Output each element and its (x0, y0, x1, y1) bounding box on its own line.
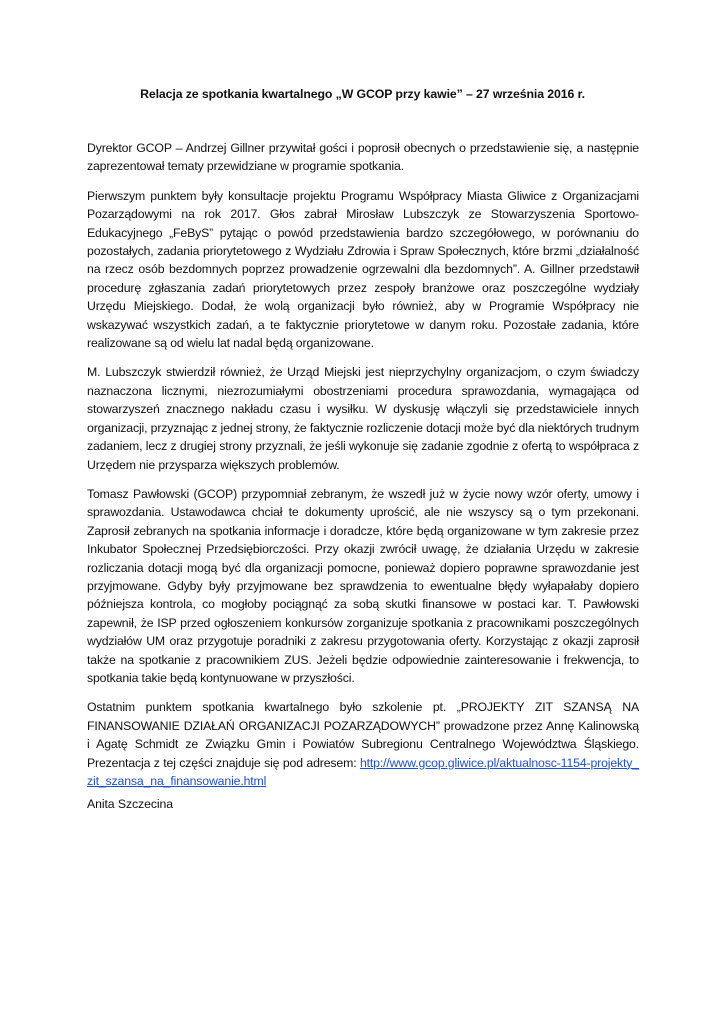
paragraph-3: M. Lubszczyk stwierdził również, że Urząd Miejski jest nieprzychylny organizacjom, o czym świadczy naznaczona licznymi, niezrozumiałymi obostrzeniami procedura sprawozdania, wymagająca od stowarzyszeń znacznego nakładu czasu i wysiłku. W dyskusję włączyli się przedstawiciele innych organizacji, przyznając z jednej strony, że faktycznie rozliczenie dotacji może być dla niektórych trudnym zadaniem, lecz z drugiej strony przyznali, że jeśli wykonuje się zadanie zgodnie z ofertą to współpraca z Urzędem nie przysparza większych problemów. (87, 365, 639, 472)
document-body (87, 139, 639, 790)
paragraph-1: Dyrektor GCOP – Andrzej Gillner przywitał gości i poprosił obecnych o przedstawienie się, a następnie zaprezentował tematy przewidziane w programie spotkania. (87, 141, 639, 174)
paragraph-4: Tomasz Pawłowski (GCOP) przypomniał zebranym, że wszedł już w życie nowy wzór oferty, umowy i sprawozdania. Ustawodawca chciał te dokumenty uprościć, ale nie wszyscy są o tym przekonani. Zaprosił zebranych na spotkania informacje i doradcze, które będą organizowane w tym zakresie przez Inkubator Społecznej Przedsiębiorczości. Przy okazji zwrócił uwagę, że działania Urzędu w zakresie rozliczania dotacji mogą być dla organizacji pomocne, ponieważ dopiero poprawne sprawozdanie jest przyjmowane. Gdyby były przyjmowane bez sprawdzenia to ewentualne błędy wyłapałaby dopiero późniejsza kontrola, co mogłoby pociągnąć za sobą skutki finansowe w postaci kar. T. Pawłowski zapewnił, że ISP przed ogłoszeniem konkursów zorganizuje spotkania z pracownikami poszczególnych wydziałów UM oraz przygotuje poradniki z zakresu przygotowania oferty. Korzystając z okazji zaprosił także na spotkanie z pracownikiem ZUS. Jeżeli będzie odpowiednie zainteresowanie i frekwencja, to spotkania takie będą kontynuowane w przyszłości. (87, 486, 639, 685)
presentation-link[interactable]: http://www.gcop.gliwice.pl/aktualnosc-1154-projekty_zit_szansa_na_finansowanie.html (87, 755, 639, 788)
paragraph-5-text: Ostatnim punktem spotkania kwartalnego było szkolenie pt. „PROJEKTY ZIT SZANSĄ NA FINANSOWANIE DZIAŁAŃ ORGANIZACJI POZARZĄDOWYCH” prowadzone przez Annę Kalinowską i Agatę Schmidt ze Związku Gmin i Powiatów Subregionu Centralnego Województwa Śląskiego. Prezentacja z tej części znajduje się pod adresem: (87, 700, 639, 770)
document-title: Relacja ze spotkania kwartalnego „W GCOP przy kawie” – 27 września 2016 r. (140, 87, 585, 101)
signature: Anita Szczecina (87, 797, 173, 811)
paragraph-2: Pierwszym punktem były konsultacje projektu Programu Współpracy Miasta Gliwice z Organizacjami Pozarządowymi na rok 2017. Głos zabrał Mirosław Lubszczyk ze Stowarzyszenia Sportowo-Edukacyjnego „FeByS” pytając o powód przedstawienia bardzo szczegółowego, w porównaniu do pozostałych, zadania priorytetowego z Wydziału Zdrowia i Spraw Społecznych, które brzmi „działalność na rzecz osób bezdomnych poprzez prowadzenie ogrzewalni dla bezdomnych”. A. Gillner przedstawił procedurę zgłaszania zadań priorytetowych przez zespoły branżowe oraz poszczególne wydziały Urzędu Miejskiego. Dodał, że wolą organizacji było również, aby w Programie Współpracy nie wskazywać wszystkich zadań, a te faktycznie priorytetowe w danym roku. Pozostałe zadania, które realizowane są od wielu lat nadal będą organizowane. (87, 188, 639, 351)
paragraph-5 (87, 698, 639, 790)
